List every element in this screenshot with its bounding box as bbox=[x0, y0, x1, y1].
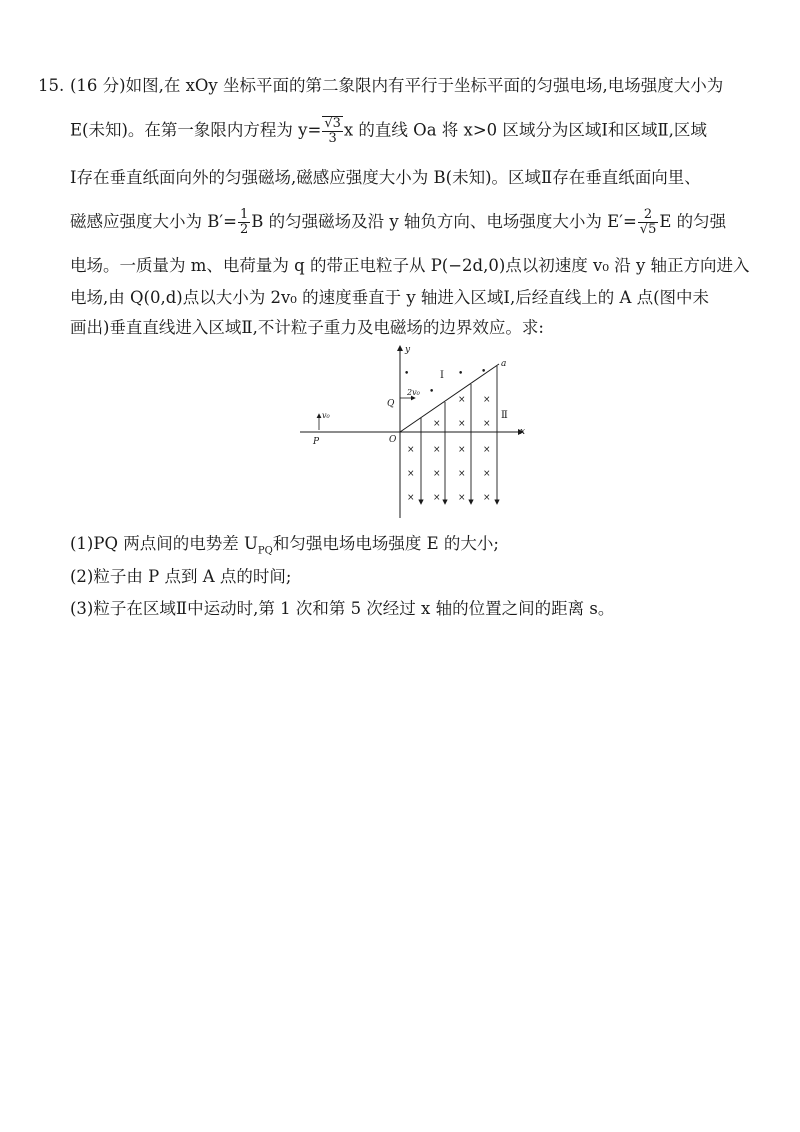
fraction-denominator: 3 bbox=[328, 131, 337, 146]
field-in-cross: × bbox=[458, 419, 466, 429]
region-1-label: Ⅰ bbox=[440, 370, 444, 381]
question-1-tail: 和匀强电场电场强度 E 的大小; bbox=[272, 534, 499, 553]
field-in-cross: × bbox=[407, 445, 415, 455]
problem-line-6 bbox=[70, 286, 709, 310]
velocity-2v0-label: 2v₀ bbox=[407, 388, 420, 397]
origin-label: O bbox=[389, 435, 397, 445]
field-in-cross: × bbox=[483, 419, 491, 429]
field-in-cross: × bbox=[458, 395, 466, 405]
fraction-sqrt3-over-3 bbox=[322, 116, 343, 146]
fraction-denominator: 2 bbox=[239, 222, 249, 237]
problem-text-5: 电场。一质量为 m、电荷量为 q 的带正电粒子从 P(−2d,0)点以初速度 v₀ 沿 y 轴正方向进入 bbox=[70, 256, 750, 275]
magnetic-field-in-crosses bbox=[407, 395, 491, 503]
y-axis-label: y bbox=[405, 345, 411, 355]
fraction-one-half bbox=[238, 208, 250, 237]
field-out-dot: • bbox=[458, 369, 464, 379]
problem-text-4a: 磁感应强度大小为 B′= bbox=[70, 212, 237, 231]
point-a-label: a bbox=[501, 359, 507, 369]
field-in-cross: × bbox=[407, 469, 415, 479]
question-2-text: (2)粒子由 P 点到 A 点的时间; bbox=[70, 567, 292, 586]
field-in-cross: × bbox=[433, 469, 441, 479]
x-axis-label: x bbox=[520, 427, 526, 437]
field-in-cross: × bbox=[458, 445, 466, 455]
problem-text-2a: E(未知)。在第一象限内方程为 y= bbox=[70, 120, 322, 140]
fraction-numerator: √3 bbox=[324, 116, 341, 131]
fraction-numerator: 1 bbox=[239, 207, 249, 222]
point-P-label: P bbox=[313, 437, 320, 447]
problem-text-2b: x 的直线 Oa 将 x>0 区域分为区域Ⅰ和区域Ⅱ,区域 bbox=[343, 120, 707, 140]
problem-text-4b: B 的匀强磁场及沿 y 轴负方向、电场强度大小为 E′= bbox=[251, 212, 637, 231]
field-in-cross: × bbox=[458, 493, 466, 503]
field-out-dot: • bbox=[404, 369, 410, 379]
field-in-cross: × bbox=[483, 445, 491, 455]
problem-line-1 bbox=[38, 74, 773, 98]
problem-text-6: 电场,由 Q(0,d)点以大小为 2v₀ 的速度垂直于 y 轴进入区域Ⅰ,后经直线上的 A 点(图中未 bbox=[70, 288, 710, 307]
problem-number: 15. bbox=[38, 76, 65, 95]
fraction-numerator: 2 bbox=[638, 208, 659, 223]
question-3-text: (3)粒子在区域Ⅱ中运动时,第 1 次和第 5 次经过 x 轴的位置之间的距离 s。 bbox=[70, 599, 615, 618]
question-1-text: (1)PQ 两点间的电势差 U bbox=[70, 534, 258, 553]
region-2-label: Ⅱ bbox=[501, 410, 508, 421]
field-in-cross: × bbox=[433, 419, 441, 429]
field-out-dot: • bbox=[481, 367, 487, 377]
field-in-cross: × bbox=[433, 493, 441, 503]
field-out-dot: • bbox=[429, 387, 435, 397]
problem-line-5 bbox=[70, 254, 750, 278]
fraction-two-over-sqrt5 bbox=[638, 208, 659, 237]
problem-line-7 bbox=[70, 316, 544, 340]
question-1-subscript: PQ bbox=[257, 545, 273, 557]
problem-text-3: Ⅰ存在垂直纸面向外的匀强磁场,磁感应强度大小为 B(未知)。区域Ⅱ存在垂直纸面向里、 bbox=[70, 168, 701, 187]
question-2 bbox=[70, 563, 291, 587]
problem-15 bbox=[38, 70, 773, 337]
field-in-cross: × bbox=[483, 469, 491, 479]
field-in-cross: × bbox=[407, 493, 415, 503]
field-diagram bbox=[295, 340, 535, 520]
problem-text-7: 画出)垂直直线进入区域Ⅱ,不计粒子重力及电磁场的边界效应。求: bbox=[70, 318, 544, 337]
point-Q-label: Q bbox=[387, 399, 395, 409]
problem-line-3 bbox=[70, 166, 701, 190]
field-in-cross: × bbox=[483, 493, 491, 503]
question-3 bbox=[70, 595, 614, 619]
velocity-v0-label: v₀ bbox=[322, 411, 330, 420]
field-in-cross: × bbox=[458, 469, 466, 479]
problem-text-4c: E 的匀强 bbox=[659, 212, 727, 231]
problem-line-4 bbox=[70, 208, 726, 237]
problem-line-2 bbox=[70, 116, 707, 146]
question-1 bbox=[70, 530, 499, 556]
fraction-denominator: √5 bbox=[639, 222, 657, 237]
problem-text-1: (16 分)如图,在 xOy 坐标平面的第二象限内有平行于坐标平面的匀强电场,电场强度大小为 bbox=[70, 76, 724, 95]
field-in-cross: × bbox=[433, 445, 441, 455]
field-in-cross: × bbox=[483, 395, 491, 405]
